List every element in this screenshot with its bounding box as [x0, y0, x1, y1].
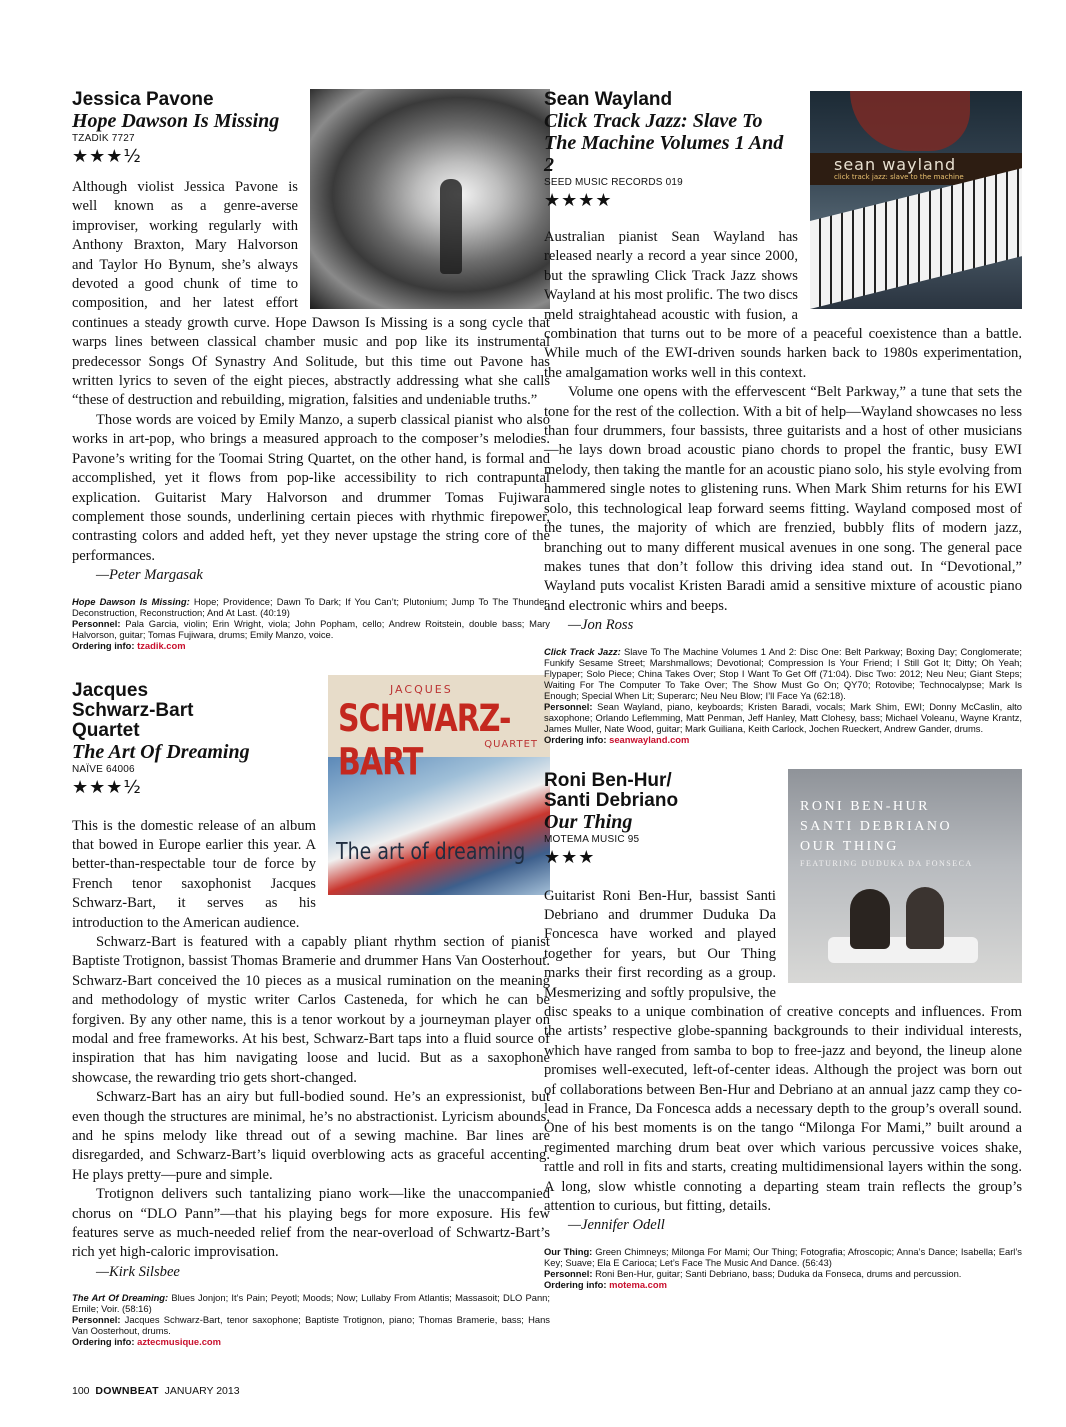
review-paragraph: Volume one opens with the effervescent “Belt Parkway,” a tune that sets the tone for the rest of the collection. With a bit of help—Wayland showcases no less than four drummers, four bassists, three guitarists and a host of other musicians—he lays down broad acoustic piano chords to propel the frantic, busy EWI melody, then taking the mantle for an acoustic piano solo, his style evolving from hammered single notes to glistening runs. When Mark Shim returns for his EWI solo, this technological leap forward seems fitting. Wayland composed most of the tunes, the majority of which are frenzied, bubbly flits of modern jazz, branching out to many different musical avenues in one song. The general pace makes tunes that don’t follow this driving idea stand out. In “Devotional,” Wayland puts vocalist Kristen Baradi amid a sensitive mixture of acoustic piano and electronic whirs and beeps. [544, 384, 1022, 614]
cover-keyboard [810, 168, 1022, 309]
artist-name: Roni Ben-Hur/ Santi Debriano [544, 769, 679, 811]
review-paragraph: Those words are voiced by Emily Manzo, a superb classical pianist who also works in art-pop, who brings a measured approach to the composer’s melodies. Pavone’s writing for the Toomai String Quartet, on the other hand, is formal and accomplished, yet it flows from pop-like accessibility to rich contrapuntal explication. Guitarist Mary Halvorson and drummer Tomas Fujiwara complement those sounds, underlining certain pieces with rhythmic firepower, contrasting colors and added heft, yet they never upstage the string core of the performances. [72, 411, 550, 564]
personnel-label: Personnel: [544, 1267, 593, 1279]
ordering-link[interactable]: tzadik.com [137, 639, 186, 651]
review-pavone [72, 90, 550, 651]
review-paragraph: Australian pianist Sean Wayland has released nearly a record a year since 2000, but the sprawling Click Track Jazz shows Wayland at his most prolific. The two discs meld straightahead acoustic with fusion, a combination that turns out to be more of a peaceful coexistence than a battle. While much of the EWI-driven sounds harken back to 1980s experimentation, the amalgamation works well in this context. [544, 229, 1022, 381]
reviewer-signature: —Jennifer Odell [568, 1217, 665, 1234]
record-label: TZADIK 7727 [72, 133, 135, 144]
cover-graphic [850, 91, 970, 151]
personnel-label: Personnel: [544, 700, 593, 712]
personnel-text: Sean Wayland, piano, keyboards; Kristen Baradi, vocals; Mark Shim, EWI; Donny McCaslin, alto saxophone; Orlando Leflemming, Matt Penman, Jeff Hanley, Matt Clohesy, bass; Michael Voleanu, Wayne Krantz, James Muller, Nate Wood, guitar; Mark Guiliana, Keith Carlock, Jochen Rueckert, Andrew Gander, drums. [544, 700, 1022, 734]
review-schwarz-bart [72, 681, 550, 1348]
page-number: 100 [72, 1385, 90, 1397]
tracks-text: Hope; Providence; Dawn To Dark; If You Can’t; Plutonium; Jump To The Thunder; Deconstruction, Reconstruction; And At Last. (40:19) [72, 595, 551, 618]
personnel-label: Personnel: [72, 1314, 121, 1326]
magazine-name: DOWNBEAT [95, 1385, 159, 1397]
review-paragraph: Although violist Jessica Pavone is well known as a genre-averse improviser, working regularly with Anthony Braxton, Mary Halvorson and Taylor Ho Bynum, she’s always devoted a good chunk of time to composition, and her latest effort continues a steady growth curve. Hope Dawson Is Missing is a song cycle that warps lines between classical chamber music and pop like its instrumental predecessor Songs Of Synastry And Solitude, but this time out Pavone has written lyrics to seven of the eight pieces, abstractly addressing what she calls “these of destruction and rebuilding, migration, falsities and undeniable truths.” [72, 179, 550, 409]
cover-text: RONI BEN-HUR [800, 798, 930, 814]
artist-name: Jessica Pavone [72, 89, 214, 110]
track-listing [544, 646, 1022, 745]
review-paragraph: Schwarz-Bart is featured with a capably pliant rhythm section of pianist Baptiste Trotignon, bassist Thomas Bramerie and drummer Hans Van Oosterhout. Schwarz-Bart conceived the 10 pieces as a musical rumination on the meaning and methodology of mystic writer Carlos Casteneda, for which he can be forgiven. By any other name, this is a tenor workout by a journeyman player on modal and free frameworks. At his best, Schwarz-Bart taps into a fluid source of inspiration that has him navigating loose and lucid. But as a saxophone showcase, the rewarding trio gets short-changed. [72, 933, 550, 1086]
tracks-text: Slave To The Machine Volumes 1 And 2: Disc One: Belt Parkway; Boxing Day; Conglomerate; Funkify Sesame Street; Marshmallows; Devotional; Compression Is Your Friend; I Still Got It; Ditty; Oh Yeah; Flypaper; Solo Piece; China Takes Over; Stop I Want To Get Off (71:04). Disc Two: 2012; Neu Neu; Giant Steps; Waiting For The Computer To Take Over; The Show Must Go On; QY70; Rotovibe; Technocalypse; Mark Is Enough; Special When Lit; Superarc; Neu Neu Blow; I’ll Face Ya (62:18). [544, 645, 1023, 701]
personnel-label: Personnel: [72, 617, 121, 629]
track-listing [544, 1246, 1022, 1290]
review-ben-hur [544, 771, 1022, 1290]
right-column [544, 90, 1022, 1290]
cover-text: click track jazz: slave to the machine [834, 173, 964, 181]
tracks-title: The Art Of Dreaming: [72, 1292, 169, 1304]
cover-text: SCHWARZ-BART [338, 696, 511, 785]
review-paragraph: Schwarz-Bart has an airy but full-bodied sound. He’s an expressionist, but even though the structures are minimal, he’s no abstractionist. Lyricism abounds, and he spins melody like thread out of a sewing machine. Bar lines are disregarded, and Schwarz-Bart’s liquid overblowing acts as graceful accenting. He plays pretty—pure and simple. [72, 1089, 550, 1183]
personnel-text: Pala Garcia, violin; Erin Wright, viola; John Popham, cello; Andrew Roitstein, double bass; Mary Halvorson, guitar; Tomas Fujiwara, drums; Emily Manzo, voice. [72, 617, 550, 640]
cover-person [906, 887, 944, 949]
cover-text: QUARTET [484, 738, 538, 750]
cover-text: The art of dreaming [336, 838, 526, 865]
record-label: NAÏVE 64006 [72, 763, 135, 775]
review-wayland [544, 90, 1022, 745]
album-title: Click Track Jazz: Slave To The Machine Volumes 1 And 2 [544, 110, 784, 176]
star-rating: ★★★½ [72, 146, 142, 167]
tracks-title: Our Thing: [544, 1245, 593, 1257]
record-label: MOTEMA MUSIC 95 [544, 833, 640, 845]
cover-text: JACQUES [390, 682, 453, 696]
star-rating: ★★★½ [72, 776, 142, 798]
personnel-text: Roni Ben-Hur, guitar; Santi Debriano, bass; Duduka da Fonseca, drums and percussion. [595, 1267, 962, 1279]
star-rating: ★★★★ [544, 190, 613, 211]
cover-text: OUR THING [800, 838, 899, 854]
ordering-link[interactable]: aztecmusique.com [137, 1336, 221, 1348]
cover-figure [440, 179, 462, 274]
cover-text: SANTI DEBRIANO [800, 818, 953, 834]
cover-person [850, 889, 890, 949]
artist-name: Sean Wayland [544, 89, 673, 110]
reviewer-signature: —Jon Ross [568, 617, 634, 634]
ordering-label: Ordering info: [544, 733, 607, 745]
track-listing [72, 1292, 550, 1347]
album-title: The Art Of Dreaming [72, 740, 250, 763]
artist-name: Jacques Schwarz-Bart Quartet [72, 679, 194, 741]
record-label: SEED MUSIC RECORDS 019 [544, 177, 683, 188]
tracks-title: Hope Dawson Is Missing: [72, 595, 190, 607]
cover-text: FEATURING DUDUKA DA FONSECA [800, 858, 973, 868]
tracks-text: Blues Jonjon; It’s Pain; Peyotl; Moods; Now; Lullaby From Atlantis; Massasoit; DLO Pann; Ernile; Voir. (58:16) [72, 1292, 550, 1315]
personnel-text: Jacques Schwarz-Bart, tenor saxophone; Baptiste Trotignon, piano; Thomas Bramerie, bass; Hans Van Oosterhout, drums. [72, 1314, 550, 1337]
review-paragraph: Trotignon delivers such tantalizing piano work—like the unaccompanied chorus on “DLO Pann”—that his playing begs for more exposure. His few features serve as much-needed relief from the near-overload of Schwartz-Bart’s rich yet high-caloric improvisation. [72, 1186, 550, 1261]
album-cover-pavone [310, 89, 550, 309]
issue-date: JANUARY 2013 [164, 1385, 240, 1397]
album-title: Hope Dawson Is Missing [72, 110, 280, 132]
reviewer-signature: —Peter Margasak [96, 567, 203, 584]
tracks-title: Click Track Jazz: [544, 645, 621, 657]
ordering-label: Ordering info: [72, 639, 135, 651]
reviewer-signature: —Kirk Silsbee [96, 1263, 180, 1280]
ordering-label: Ordering info: [544, 1278, 607, 1290]
track-listing [72, 596, 550, 651]
album-title: Our Thing [544, 810, 633, 833]
left-column [72, 90, 550, 1347]
tracks-text: Green Chimneys; Milonga For Mami; Our Thing; Fotografia; Afroscopic; Anna’s Dance; Isabella; Earl’s Key; Suave; Ela E Carioca; Let’s Face The Music And Dance. (56:43) [544, 1245, 1022, 1268]
album-cover-schwarz-bart [328, 675, 550, 895]
page-footer [72, 1385, 240, 1397]
ordering-link[interactable]: seanwayland.com [609, 733, 690, 745]
ordering-link[interactable]: motema.com [609, 1278, 667, 1290]
ordering-label: Ordering info: [72, 1336, 135, 1348]
review-paragraph: Guitarist Roni Ben-Hur, bassist Santi Debriano and drummer Duduka Da Foncesca have worked and played together for years, but Our Thing marks their first recording as a group. Mesmerizing and softly propulsive, the disc speaks to a unique combination of creative concepts and influences. From the artists’ respective globe-spanning backgrounds to their individual interests, which have ranged from samba to bop to free-jazz and beyond, the lineup alone promises well-executed, left-of-center ideas. Although the project was born out of collaborations between Ben-Hur and Debriano at an annual jazz camp they co-lead in France, Da Foncesca adds a necessary depth to the group’s overall sound. One of his best moments is on the tango “Milonga For Mami,” built around a regimented marching drum beat over which various percussive voices shake, rattle and roll in fits and starts, creating multidimensional layers within the song. A long, slow whistle connoting a departing steam train reflects the group’s attention to curious, but fitting, details. [544, 887, 1022, 1215]
cover-text: sean wayland [834, 155, 957, 174]
star-rating: ★★★ [544, 846, 596, 868]
review-paragraph: This is the domestic release of an album that bowed in Europe earlier this year. A better-than-respectable tour de force by French tenor saxophonist Jacques Schwarz-Bart, it serves as his introduction to the American audience. [72, 817, 316, 931]
album-cover-wayland [810, 91, 1022, 309]
album-cover-ben-hur [788, 769, 1022, 983]
